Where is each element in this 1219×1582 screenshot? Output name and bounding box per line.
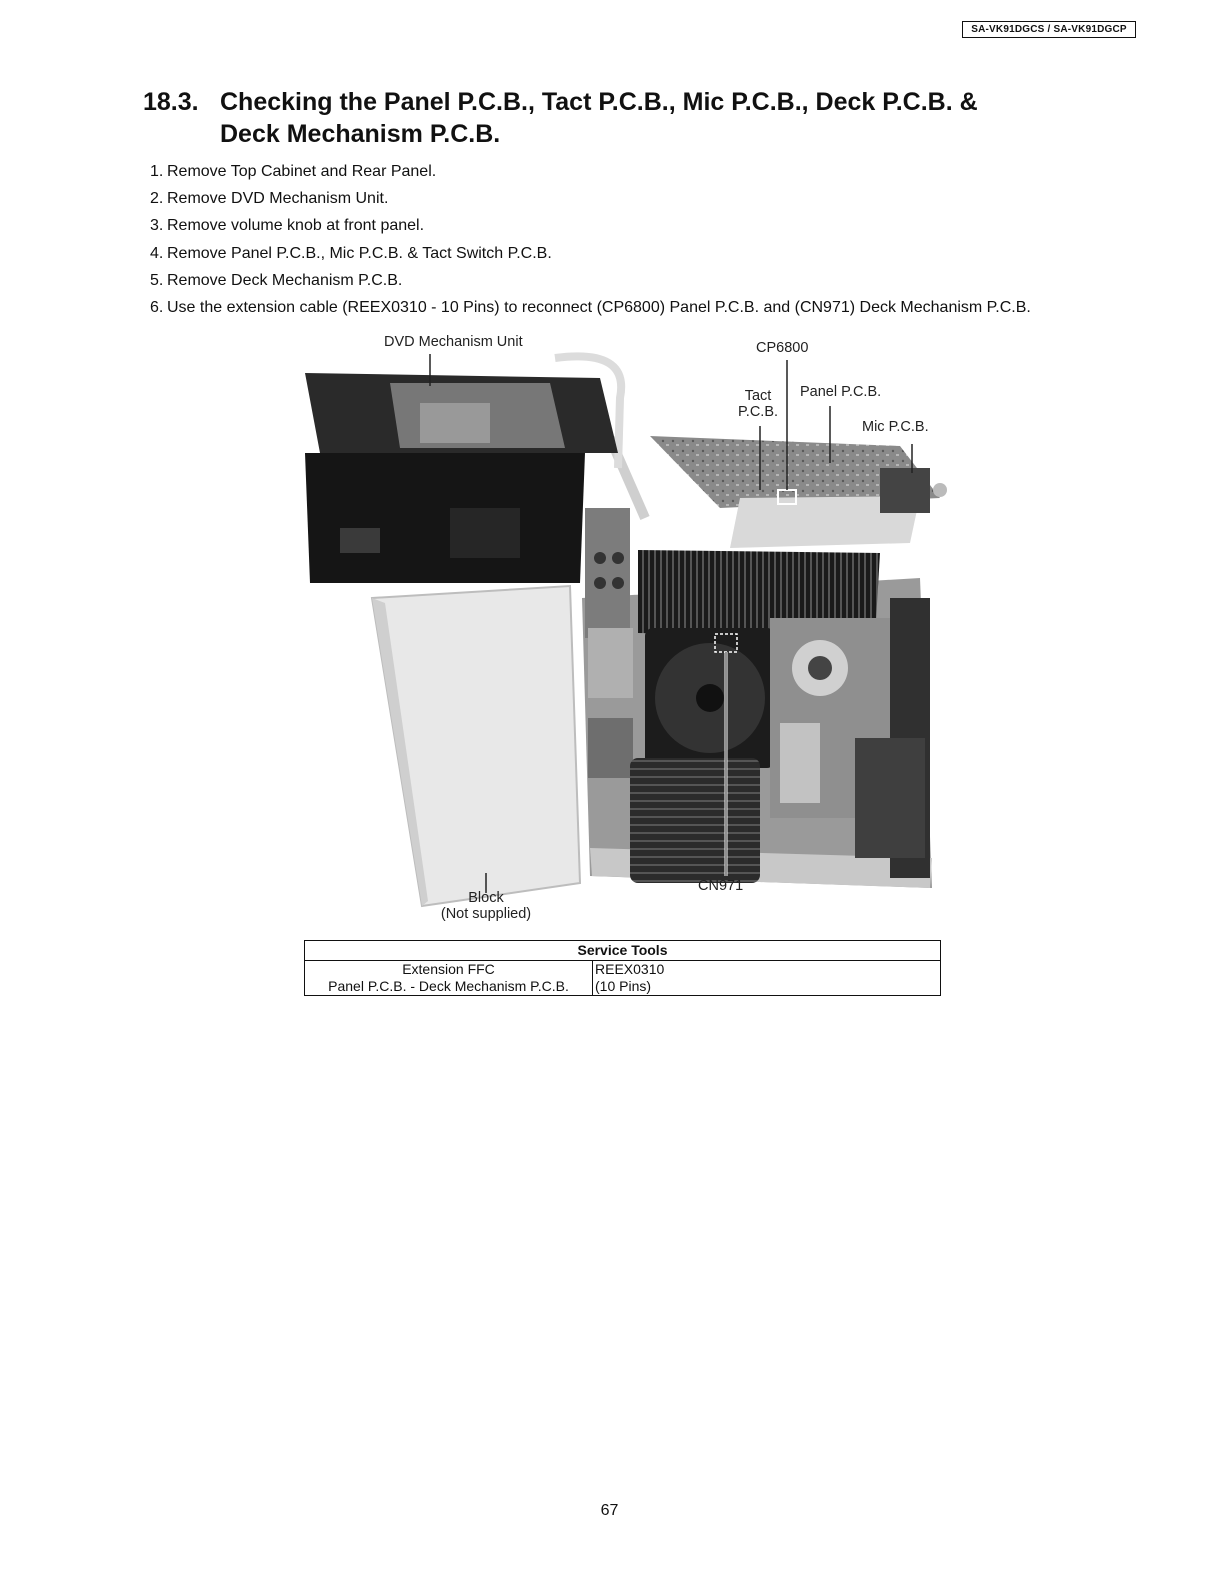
procedure-steps	[150, 158, 1110, 321]
label-mic-pcb: Mic P.C.B.	[862, 419, 929, 435]
page-number: 67	[600, 1502, 619, 1519]
section-title-line-2: Deck Mechanism P.C.B.	[220, 120, 501, 148]
service-tools-table	[304, 940, 941, 996]
label-tact-pcb-line-1: Tact	[744, 388, 772, 404]
label-block	[434, 890, 538, 922]
label-dvd-mechanism-unit: DVD Mechanism Unit	[384, 334, 523, 350]
section-number: 18.3.	[143, 88, 199, 116]
tool-part-cell	[593, 961, 941, 996]
section-title	[220, 86, 1090, 150]
step-number: 3.	[150, 217, 164, 235]
label-cp6800: CP6800	[756, 340, 809, 356]
tool-part-pins: (10 Pins)	[595, 978, 652, 994]
step-text: Use the extension cable (REEX0310 - 10 Pins) to reconnect (CP6800) Panel P.C.B. and (CN971) Deck Mechanism P.C.B.	[167, 298, 1031, 316]
tool-part-number: REEX0310	[595, 961, 665, 977]
step-item	[150, 294, 1110, 321]
step-number: 2.	[150, 190, 164, 208]
step-text: Remove Panel P.C.B., Mic P.C.B. & Tact Switch P.C.B.	[167, 244, 552, 262]
step-text: Remove volume knob at front panel.	[167, 217, 425, 235]
tool-name-line-2: Panel P.C.B. - Deck Mechanism P.C.B.	[328, 978, 569, 994]
step-text: Remove Deck Mechanism P.C.B.	[167, 271, 403, 289]
step-item	[150, 212, 1110, 239]
label-block-line-1: Block	[468, 890, 504, 906]
label-panel-pcb: Panel P.C.B.	[800, 384, 882, 400]
step-text: Remove DVD Mechanism Unit.	[167, 190, 389, 208]
section-title-line-1: Checking the Panel P.C.B., Tact P.C.B., Mic P.C.B., Deck P.C.B. &	[220, 88, 978, 116]
label-cn971: CN971	[698, 878, 744, 894]
tool-name-cell	[305, 961, 593, 996]
step-item	[150, 240, 1110, 267]
label-not-supplied: (Not supplied)	[440, 906, 532, 922]
table-row	[305, 961, 941, 996]
step-number: 1.	[150, 163, 164, 180]
label-tact-pcb-line-2: P.C.B.	[737, 404, 779, 420]
step-number: 6.	[150, 298, 164, 316]
unit-photo-figure	[300, 328, 960, 928]
step-number: 5.	[150, 271, 164, 289]
step-number: 4.	[150, 244, 164, 262]
model-number-tag: SA-VK91DGCS / SA-VK91DGCP	[962, 21, 1136, 38]
step-item	[150, 185, 1110, 212]
step-item	[150, 267, 1110, 294]
step-item	[150, 158, 1110, 185]
unit-photo-illustration	[300, 328, 960, 928]
service-tools-header: Service Tools	[305, 941, 941, 961]
label-tact-pcb	[736, 388, 780, 420]
tool-name-line-1: Extension FFC	[402, 961, 495, 977]
step-text: Remove Top Cabinet and Rear Panel.	[167, 163, 437, 180]
